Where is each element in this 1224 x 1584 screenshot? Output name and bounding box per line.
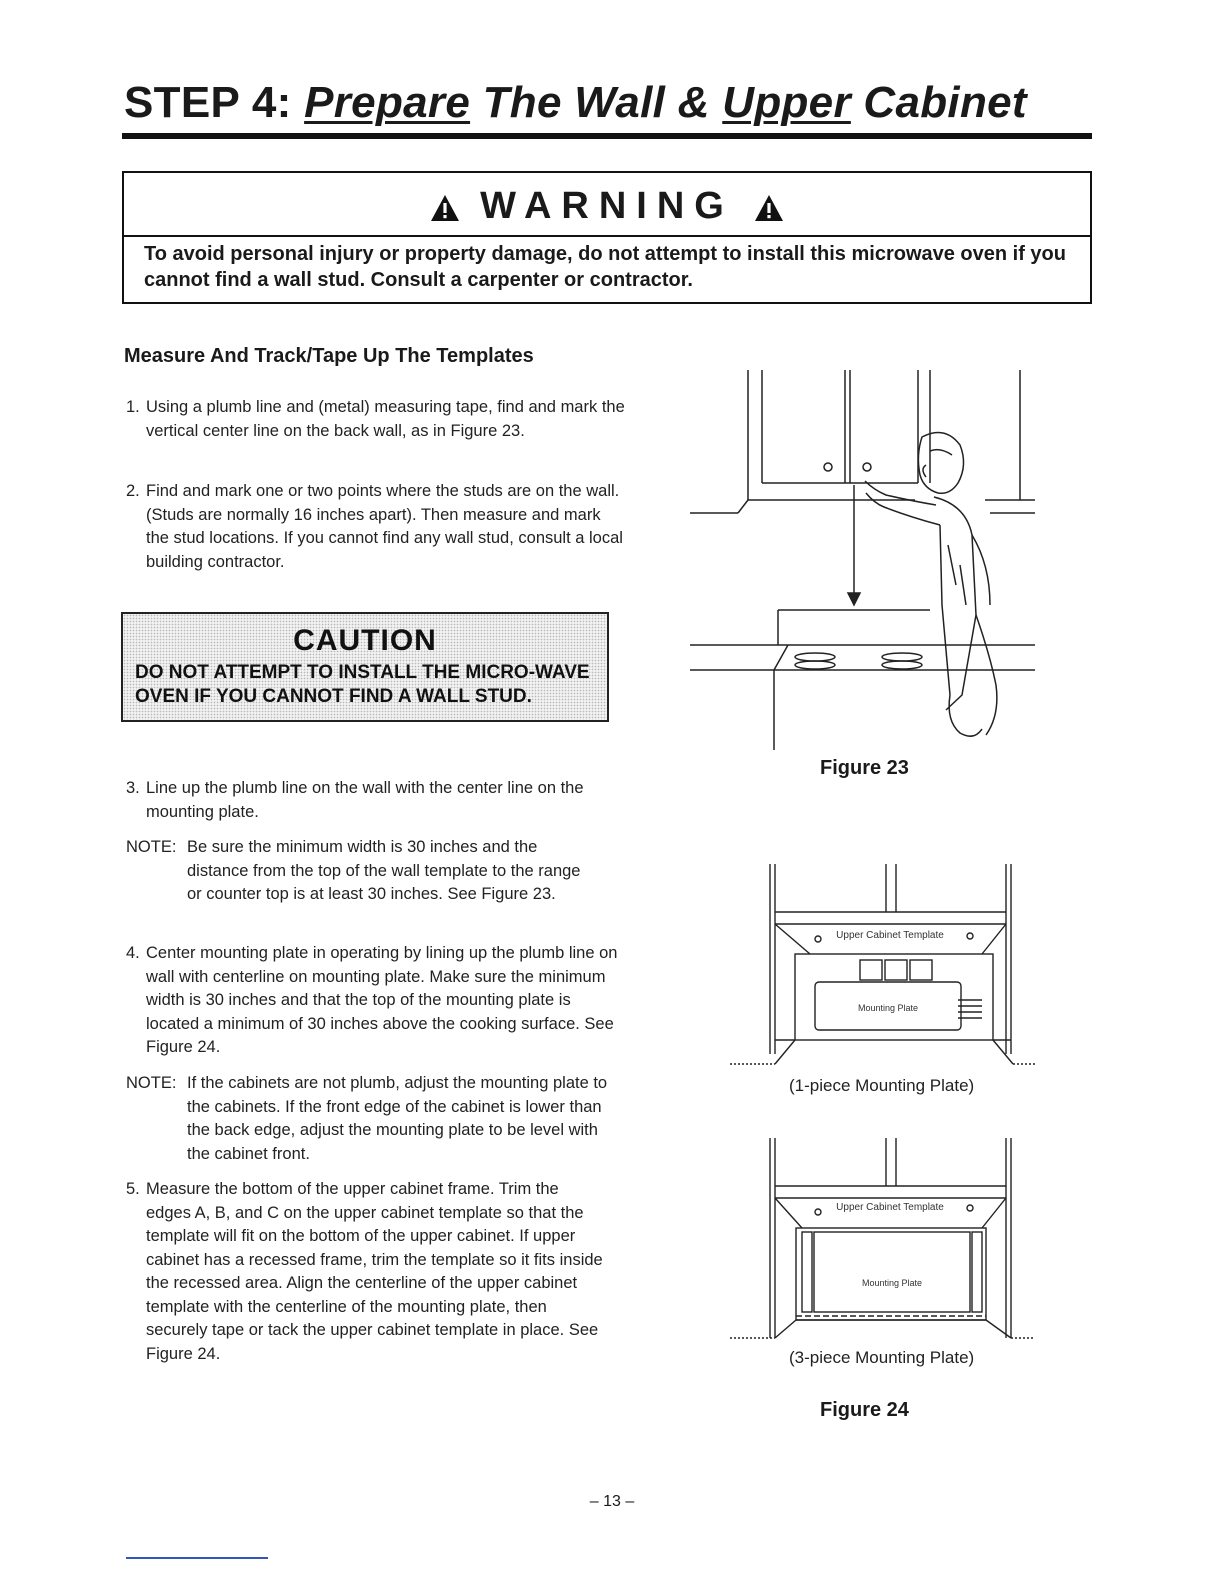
warning-box: [122, 171, 1092, 304]
caution-text: DO NOT ATTEMPT TO INSTALL THE MICRO-WAVE OVEN IF YOU CANNOT FIND A WALL STUD.: [135, 662, 590, 707]
figure-23-illustration: [690, 365, 1040, 750]
warning-divider: [124, 235, 1090, 237]
step-text: Line up the plumb line on the wall with the center line on the mounting plate.: [146, 779, 584, 821]
section-heading: Measure And Track/Tape Up The Templates: [124, 345, 534, 367]
warning-text: To avoid personal injury or property damage, do not attempt to install this microwave oven if you cannot find a wall stud. Consult a carpenter or contractor.: [144, 243, 1066, 291]
note-label: NOTE:: [126, 1074, 177, 1092]
step-item: [126, 942, 626, 1060]
note-item: [126, 1072, 611, 1166]
page-number: – 13 –: [589, 1493, 635, 1510]
figure-23-caption: Figure 23: [820, 757, 909, 779]
caution-title: CAUTION: [293, 624, 437, 657]
footer-rule: [126, 1557, 268, 1559]
step-number: 1.: [126, 398, 140, 416]
figure-24-caption: Figure 24: [820, 1399, 909, 1421]
step-text: Measure the bottom of the upper cabinet frame. Trim the edges A, B, and C on the upper cabinet template so that the template will fit on the bottom of the upper cabinet. If upper cabinet has a recessed frame, trim the template so it fits inside the recessed area. Align the centerline of the upper cabinet template with the centerline of the mounting plate, then securely tape or tack the upper cabinet template in place. See Figure 24.: [146, 1180, 603, 1363]
page-title: [124, 78, 1027, 128]
step-number: 5.: [126, 1180, 140, 1198]
caution-box: [121, 612, 609, 722]
note-text: If the cabinets are not plumb, adjust the mounting plate to the cabinets. If the front edge of the cabinet is lower than the back edge, adjust the mounting plate to be level with the cabinet front.: [187, 1074, 608, 1163]
title-part2: The Wall &: [470, 78, 723, 127]
warning-heading-text: WARNING: [480, 185, 734, 227]
note-text: Be sure the minimum width is 30 inches and the distance from the top of the wall template to the range or counter top is at least 30 inches. See Figure 23.: [187, 838, 581, 903]
title-part4: Cabinet: [850, 78, 1027, 127]
step-number: 3.: [126, 779, 140, 797]
warning-heading: [124, 185, 1090, 228]
mounting-plate-label: Mounting Plate: [861, 1278, 923, 1288]
step-item: [126, 480, 626, 574]
upper-cabinet-template-label: Upper Cabinet Template: [836, 1202, 944, 1213]
title-prefix: STEP 4:: [124, 78, 305, 127]
upper-cabinet-template-label: Upper Cabinet Template: [836, 930, 944, 941]
step-number: 2.: [126, 482, 140, 500]
step-text: Center mounting plate in operating by lining up the plumb line on wall with centerline on mounting plate. Make sure the minimum width is 30 inches and that the top of the mounting plate is located a minimum of 30 inches above the cooking surface. See Figure 24.: [146, 944, 618, 1056]
step-number: 4.: [126, 944, 140, 962]
figure-24-one-piece-illustration: [730, 864, 1035, 1074]
step-item: [126, 396, 626, 443]
step-text: Using a plumb line and (metal) measuring tape, find and mark the vertical center line on the back wall, as in Figure 23.: [146, 398, 625, 440]
step-item: [126, 777, 606, 824]
step-item: [126, 1178, 606, 1366]
title-part3: Upper: [722, 78, 851, 127]
title-rule: [122, 133, 1092, 139]
note-label: NOTE:: [126, 838, 177, 856]
note-item: [126, 836, 596, 907]
step-text: Find and mark one or two points where the studs are on the wall. (Studs are normally 16 inches apart). Then measure and mark the stud locations. If you cannot find any wall stud, consult a local building contractor.: [146, 482, 623, 571]
figure-24-sub-caption-1: (1-piece Mounting Plate): [789, 1076, 975, 1095]
warning-triangle-icon: [754, 194, 784, 222]
warning-triangle-icon: [430, 194, 460, 222]
figure-24-three-piece-illustration: [730, 1138, 1035, 1348]
figure-24-sub-caption-2: (3-piece Mounting Plate): [789, 1348, 975, 1367]
mounting-plate-label: Mounting Plate: [857, 1003, 919, 1013]
title-part1: Prepare: [304, 78, 471, 127]
